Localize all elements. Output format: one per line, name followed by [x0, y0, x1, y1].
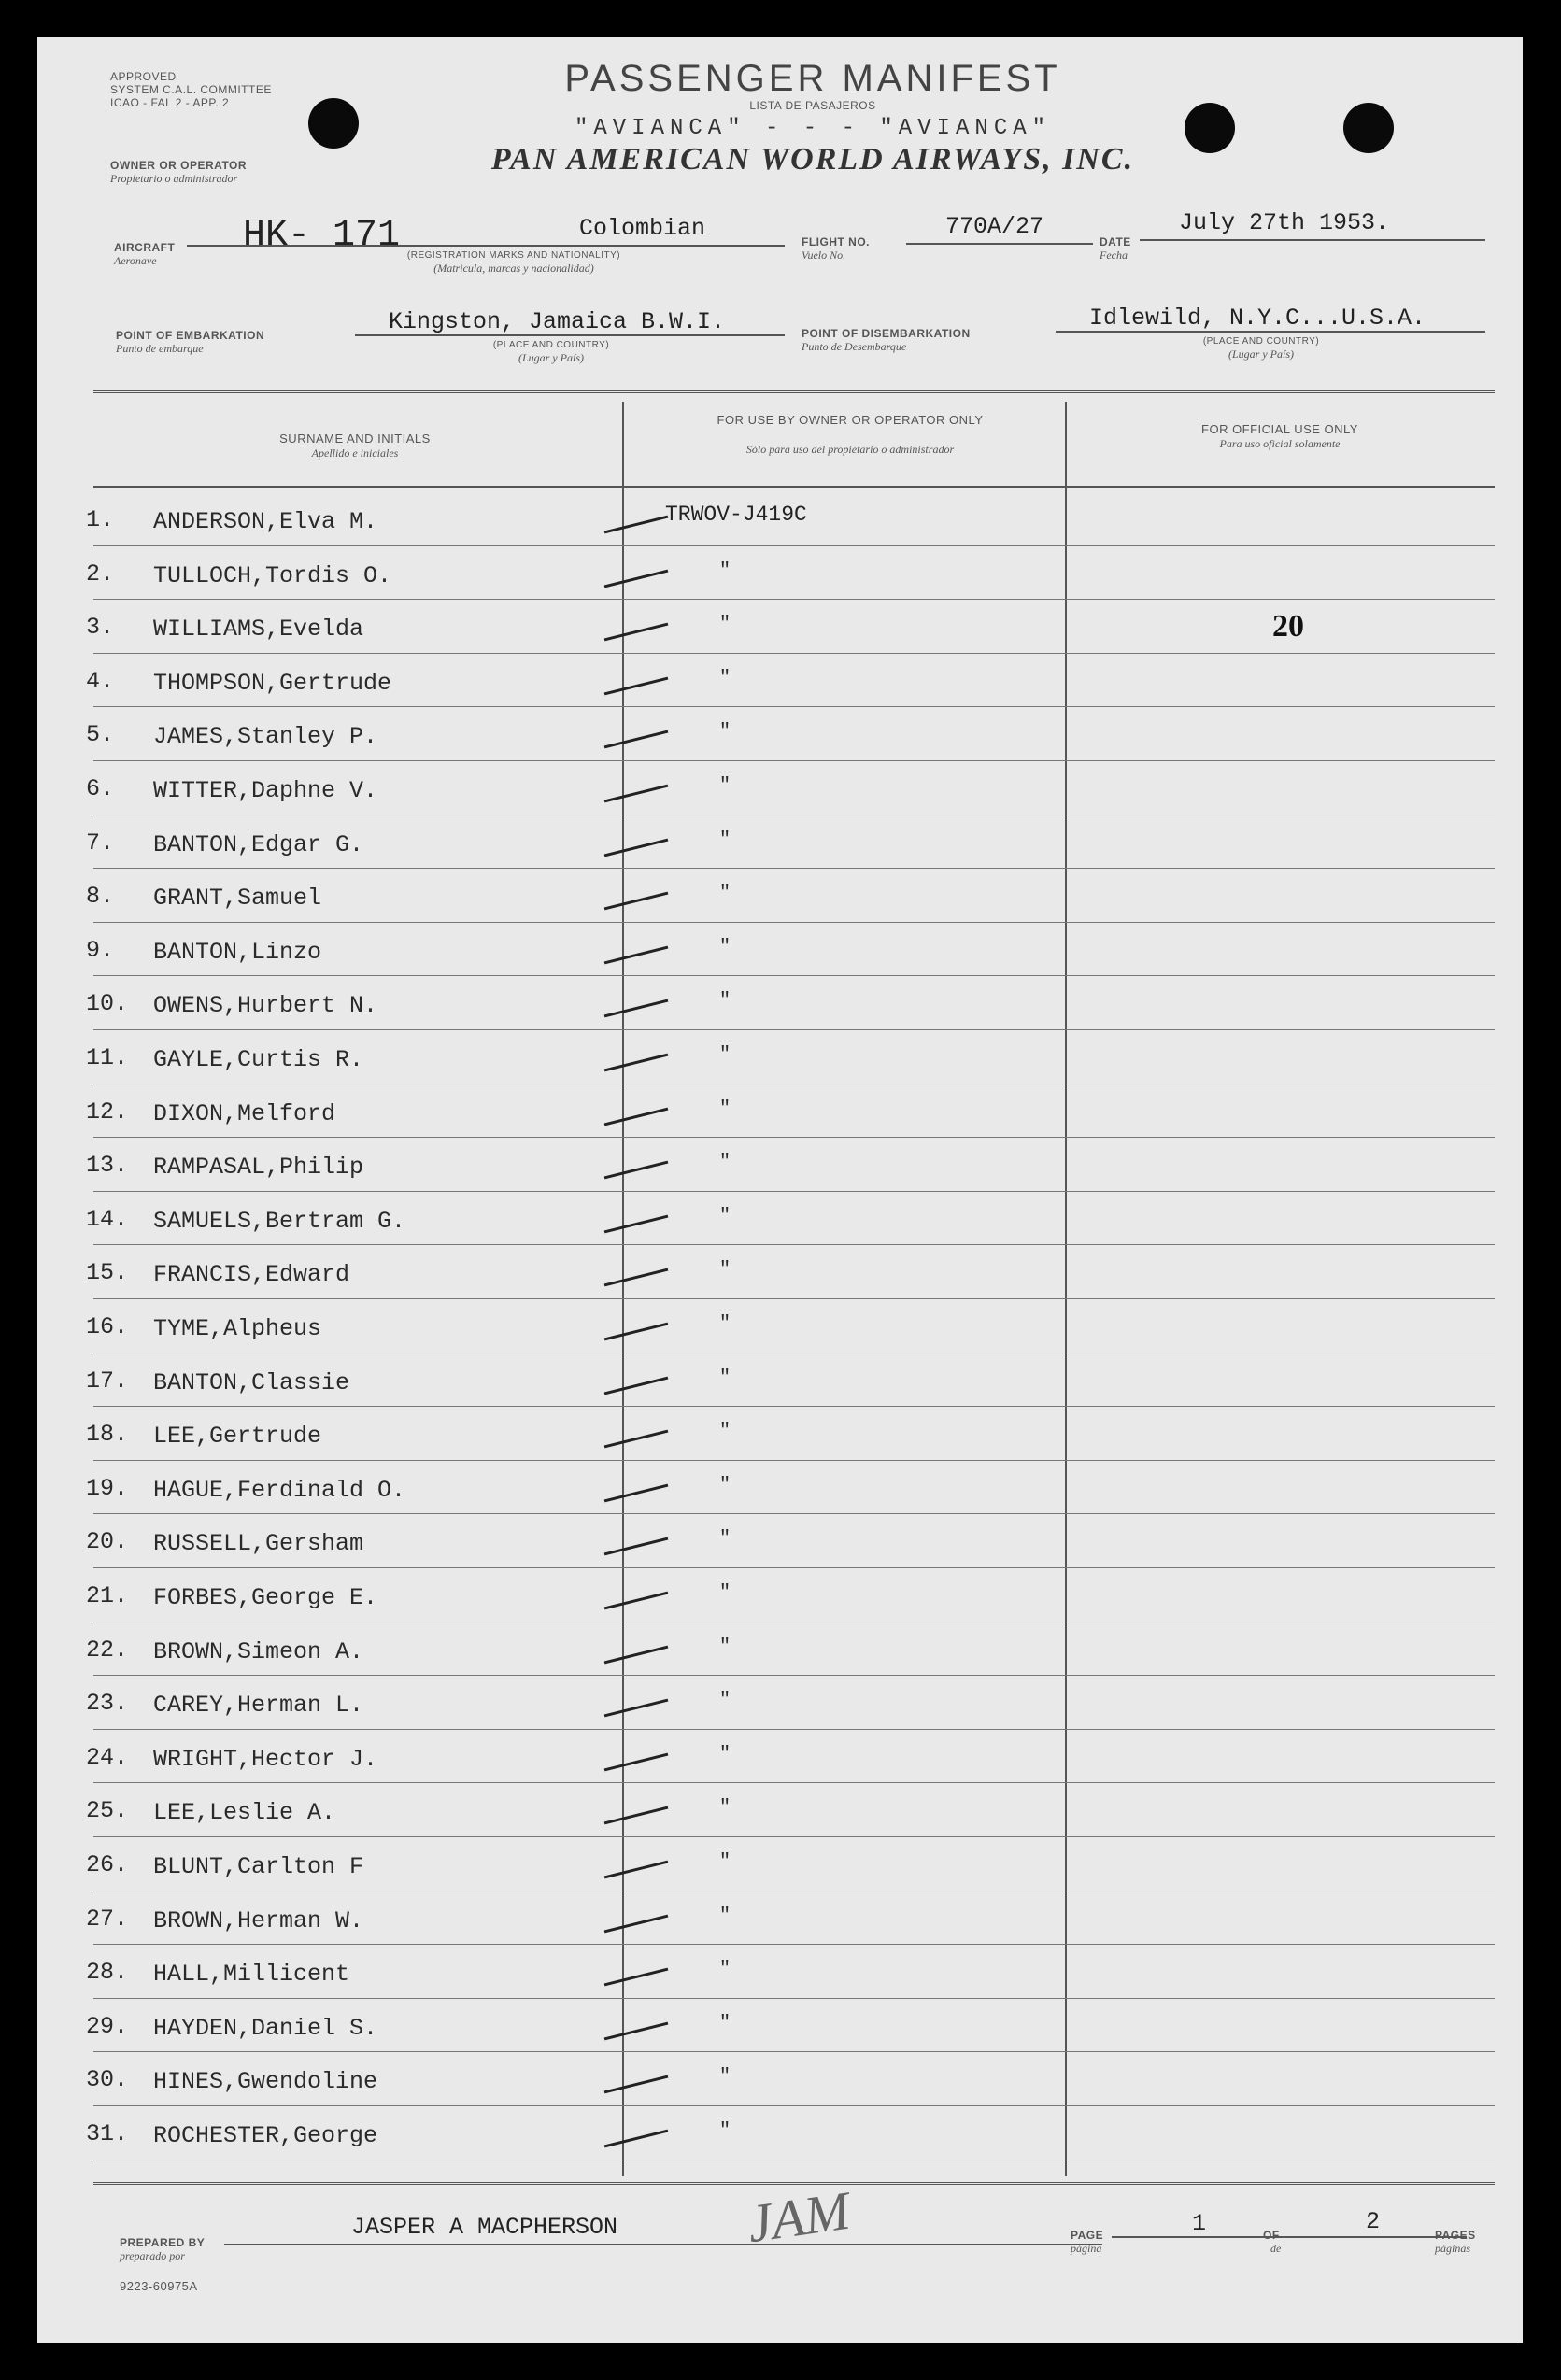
- embark-label: POINT OF EMBARKATION: [116, 329, 265, 342]
- row-rule: [93, 1029, 1495, 1030]
- date-label: DATE: [1100, 235, 1131, 248]
- passenger-name: HINES,Gwendoline: [153, 2068, 378, 2096]
- col-official: FOR OFFICIAL USE ONLY: [1201, 422, 1358, 436]
- prepared-label: PREPARED BY: [120, 2236, 206, 2249]
- prepared-label-es: preparado por: [120, 2249, 185, 2262]
- row-number: 20.: [86, 1528, 129, 1556]
- of-label: OF: [1263, 2229, 1280, 2242]
- embark-place-caption: (PLACE AND COUNTRY): [492, 340, 610, 350]
- check-mark: [604, 676, 669, 695]
- passenger-name: TULLOCH,Tordis O.: [153, 561, 392, 589]
- ditto-mark: ": [719, 1205, 731, 1227]
- check-mark: [604, 1107, 669, 1126]
- embark-place: Kingston, Jamaica B.W.I.: [389, 308, 726, 335]
- col-official-es: Para uso oficial solamente: [1219, 437, 1341, 450]
- row-number: 30.: [86, 2066, 129, 2094]
- check-mark: [604, 1483, 669, 1502]
- page-title-es: LISTA DE PASAJEROS: [749, 99, 876, 112]
- passenger-name: JAMES,Stanley P.: [153, 723, 378, 751]
- passenger-name: FRANCIS,Edward: [153, 1261, 350, 1289]
- ditto-mark: ": [719, 1851, 731, 1873]
- row-rule: [93, 1782, 1495, 1783]
- approved-text: APPROVED: [110, 70, 177, 83]
- row-number: 23.: [86, 1690, 129, 1718]
- row-number: 9.: [86, 936, 115, 964]
- check-mark: [604, 1376, 669, 1395]
- row-rule: [93, 1460, 1495, 1461]
- passenger-name: GAYLE,Curtis R.: [153, 1046, 364, 1073]
- check-mark: [604, 516, 669, 534]
- check-mark: [604, 2075, 669, 2094]
- row-rule: [93, 922, 1495, 923]
- ditto-mark: ": [719, 1474, 731, 1496]
- passenger-name: BROWN,Herman W.: [153, 1906, 364, 1934]
- col-surname-es: Apellido e iniciales: [311, 446, 399, 460]
- check-mark: [604, 730, 669, 749]
- check-mark: [604, 785, 669, 803]
- page-title: PASSENGER MANIFEST: [564, 58, 1061, 99]
- row-number: 29.: [86, 2012, 129, 2040]
- row-rule: [93, 1513, 1495, 1514]
- passenger-name: HAGUE,Ferdinald O.: [153, 1476, 406, 1504]
- row-number: 15.: [86, 1259, 129, 1287]
- signature: JAM: [744, 2179, 854, 2255]
- row-number: 26.: [86, 1851, 129, 1878]
- passenger-name: BANTON,Classie: [153, 1368, 350, 1396]
- aircraft-registration: HK- 171: [243, 215, 401, 257]
- passenger-name: ROCHESTER,George: [153, 2122, 378, 2149]
- page-number: 1: [1192, 2210, 1207, 2237]
- row-number: 2.: [86, 560, 115, 588]
- disembark-place-caption: (PLACE AND COUNTRY): [1202, 336, 1320, 347]
- ditto-mark: ": [719, 1367, 731, 1389]
- check-mark: [604, 838, 669, 857]
- ditto-mark: ": [719, 2120, 731, 2142]
- row-number: 7.: [86, 829, 115, 857]
- ditto-mark: ": [719, 1044, 731, 1066]
- passenger-name: BROWN,Simeon A.: [153, 1637, 364, 1665]
- aircraft-nationality: Colombian: [579, 215, 706, 242]
- ditto-mark: ": [719, 775, 731, 797]
- registration-caption: (REGISTRATION MARKS AND NATIONALITY): [406, 250, 621, 261]
- check-mark: [604, 1268, 669, 1287]
- disembark-label-es: Punto de Desembarque: [802, 340, 907, 353]
- ditto-mark: ": [719, 1152, 731, 1174]
- row-rule: [93, 1675, 1495, 1676]
- flight-date: July 27th 1953.: [1179, 209, 1390, 236]
- disembark-place: Idlewild, N.Y.C...U.S.A.: [1089, 305, 1426, 332]
- check-mark: [604, 1861, 669, 1879]
- passenger-name: WILLIAMS,Evelda: [153, 616, 364, 644]
- check-mark: [604, 2130, 669, 2148]
- passenger-name: TYME,Alpheus: [153, 1315, 322, 1342]
- row-rule: [93, 1567, 1495, 1568]
- check-mark: [604, 1323, 669, 1341]
- embark-label-es: Punto de embarque: [116, 342, 204, 355]
- check-mark: [604, 1430, 669, 1449]
- row-number: 21.: [86, 1582, 129, 1609]
- approval-stamp: [110, 70, 272, 109]
- ditto-mark: ": [719, 1905, 731, 1927]
- row-rule: [93, 1944, 1495, 1945]
- row-number: 24.: [86, 1743, 129, 1771]
- row-number: 18.: [86, 1421, 129, 1449]
- passenger-name: WRIGHT,Hector J.: [153, 1745, 378, 1773]
- row-rule: [93, 599, 1495, 600]
- ditto-mark: ": [719, 614, 731, 636]
- check-mark: [604, 1645, 669, 1664]
- check-mark: [604, 945, 669, 964]
- row-rule: [93, 1191, 1495, 1192]
- of-label-es: de: [1270, 2242, 1282, 2255]
- passenger-name: GRANT,Samuel: [153, 885, 322, 913]
- ditto-mark: ": [719, 1743, 731, 1765]
- row-number: 27.: [86, 1905, 129, 1933]
- airline-name: PAN AMERICAN WORLD AIRWAYS, INC.: [490, 142, 1135, 177]
- row-number: 17.: [86, 1367, 129, 1395]
- check-mark: [604, 1699, 669, 1718]
- check-mark: [604, 999, 669, 1018]
- check-mark: [604, 1161, 669, 1180]
- passenger-name: LEE,Gertrude: [153, 1423, 322, 1451]
- ditto-mark: ": [719, 1690, 731, 1712]
- disembark-label: POINT OF DISEMBARKATION: [802, 327, 971, 340]
- ditto-mark: ": [719, 2012, 731, 2034]
- row-number: 14.: [86, 1205, 129, 1233]
- form-code: ICAO - FAL 2 - APP. 2: [110, 96, 230, 109]
- ditto-mark: ": [719, 829, 731, 851]
- row-rule: [93, 1836, 1495, 1837]
- pages-label-es: páginas: [1435, 2242, 1471, 2255]
- passenger-name: BLUNT,Carlton F: [153, 1853, 364, 1880]
- row-rule: [93, 2105, 1495, 2106]
- check-mark: [604, 569, 669, 588]
- row-rule: [93, 2051, 1495, 2052]
- row-number: 22.: [86, 1636, 129, 1664]
- ditto-mark: ": [719, 1636, 731, 1658]
- passenger-name: OWENS,Hurbert N.: [153, 992, 378, 1020]
- row-number: 16.: [86, 1313, 129, 1340]
- passenger-name: BANTON,Edgar G.: [153, 830, 364, 858]
- check-mark: [604, 623, 669, 642]
- check-mark: [604, 1592, 669, 1610]
- prepared-by-name: JASPER A MACPHERSON: [351, 2214, 618, 2241]
- aircraft-label: AIRCRAFT: [114, 241, 176, 254]
- owner-label: OWNER OR OPERATOR: [110, 159, 248, 172]
- row-number: 3.: [86, 614, 115, 642]
- page-label-es: página: [1071, 2242, 1102, 2255]
- owner-label-es: Propietario o administrador: [110, 172, 238, 185]
- ditto-mark: ": [719, 1259, 731, 1282]
- passenger-name: ANDERSON,Elva M.: [153, 508, 378, 535]
- passenger-name: CAREY,Herman L.: [153, 1692, 364, 1720]
- row-number: 31.: [86, 2120, 129, 2147]
- row-rule: [93, 1406, 1495, 1407]
- date-label-es: Fecha: [1100, 248, 1128, 262]
- ditto-mark: ": [719, 667, 731, 689]
- passenger-name: HALL,Millicent: [153, 1961, 350, 1989]
- col-owner-use: FOR USE BY OWNER OR OPERATOR ONLY: [717, 413, 984, 427]
- ditto-mark: ": [719, 560, 731, 582]
- row-rule: [93, 1244, 1495, 1245]
- committee-text: SYSTEM C.A.L. COMMITTEE: [110, 83, 272, 96]
- row-rule: [93, 868, 1495, 869]
- ditto-mark: ": [719, 936, 731, 958]
- airline-line: "AVIANCA" - - - "AVIANCA": [574, 116, 1052, 141]
- row-number: 6.: [86, 775, 115, 802]
- check-mark: [604, 1537, 669, 1556]
- passenger-name: THOMPSON,Gertrude: [153, 669, 392, 697]
- ditto-mark: ": [719, 721, 731, 744]
- ditto-mark: ": [719, 990, 731, 1013]
- passenger-name: LEE,Leslie A.: [153, 1799, 336, 1827]
- ditto-mark: ": [719, 1582, 731, 1604]
- page-label: PAGE: [1071, 2229, 1104, 2242]
- row-number: 13.: [86, 1152, 129, 1180]
- passenger-name: FORBES,George E.: [153, 1584, 378, 1611]
- row-number: 12.: [86, 1098, 129, 1126]
- row-number: 4.: [86, 667, 115, 695]
- passenger-name: HAYDEN,Daniel S.: [153, 2014, 378, 2042]
- check-mark: [604, 1054, 669, 1072]
- ditto-mark: ": [719, 1421, 731, 1443]
- row-rule: [93, 760, 1495, 761]
- form-number: 9223-60975A: [120, 2279, 198, 2293]
- official-count: 20: [1272, 609, 1304, 644]
- check-mark: [604, 1752, 669, 1771]
- row-number: 19.: [86, 1474, 129, 1502]
- row-number: 11.: [86, 1044, 129, 1071]
- manifest-sheet: [37, 37, 1523, 2343]
- passenger-name: BANTON,Linzo: [153, 938, 322, 966]
- flight-label-es: Vuelo No.: [802, 248, 846, 262]
- ditto-mark: ": [719, 1313, 731, 1335]
- col-surname: SURNAME AND INITIALS: [279, 432, 431, 446]
- row-rule: [93, 1998, 1495, 1999]
- row-number: 25.: [86, 1797, 129, 1825]
- passenger-name: RUSSELL,Gersham: [153, 1530, 364, 1558]
- row-rule: [93, 706, 1495, 707]
- total-pages: 2: [1366, 2208, 1381, 2235]
- col-owner-use-es: Sólo para uso del propietario o administrador: [745, 443, 955, 456]
- row-rule: [93, 975, 1495, 976]
- row-number: 10.: [86, 990, 129, 1018]
- disembark-place-caption-es: (Lugar y País): [1228, 347, 1294, 361]
- check-mark: [604, 1806, 669, 1825]
- passenger-name: DIXON,Melford: [153, 1099, 336, 1127]
- embark-place-caption-es: (Lugar y País): [518, 351, 584, 364]
- passenger-name: RAMPASAL,Philip: [153, 1154, 364, 1182]
- passenger-name: SAMUELS,Bertram G.: [153, 1207, 406, 1235]
- ditto-mark: ": [719, 1797, 731, 1820]
- row-number: 5.: [86, 721, 115, 749]
- check-mark: [604, 892, 669, 911]
- ditto-mark: ": [719, 1959, 731, 1981]
- row-rule: [93, 1729, 1495, 1730]
- punch-hole: [1343, 103, 1394, 153]
- check-mark: [604, 1914, 669, 1933]
- ticket-number: TRWOV-J419C: [665, 503, 807, 527]
- registration-caption-es: (Matricula, marcas y nacionalidad): [433, 262, 594, 275]
- punch-hole: [308, 98, 359, 149]
- passenger-name: WITTER,Daphne V.: [153, 777, 378, 804]
- row-rule: [93, 653, 1495, 654]
- row-number: 28.: [86, 1959, 129, 1987]
- flight-number: 770A/27: [945, 213, 1044, 240]
- aircraft-label-es: Aeronave: [114, 254, 157, 267]
- row-number: 8.: [86, 883, 115, 911]
- row-number: 1.: [86, 506, 115, 533]
- pages-label: PAGES: [1435, 2229, 1476, 2242]
- flight-label: FLIGHT NO.: [802, 235, 870, 248]
- row-rule: [93, 1137, 1495, 1138]
- ditto-mark: ": [719, 883, 731, 905]
- check-mark: [604, 2021, 669, 2040]
- ditto-mark: ": [719, 1098, 731, 1120]
- check-mark: [604, 1214, 669, 1233]
- row-rule: [93, 545, 1495, 546]
- ditto-mark: ": [719, 2066, 731, 2089]
- check-mark: [604, 1968, 669, 1987]
- ditto-mark: ": [719, 1528, 731, 1551]
- row-rule: [93, 1298, 1495, 1299]
